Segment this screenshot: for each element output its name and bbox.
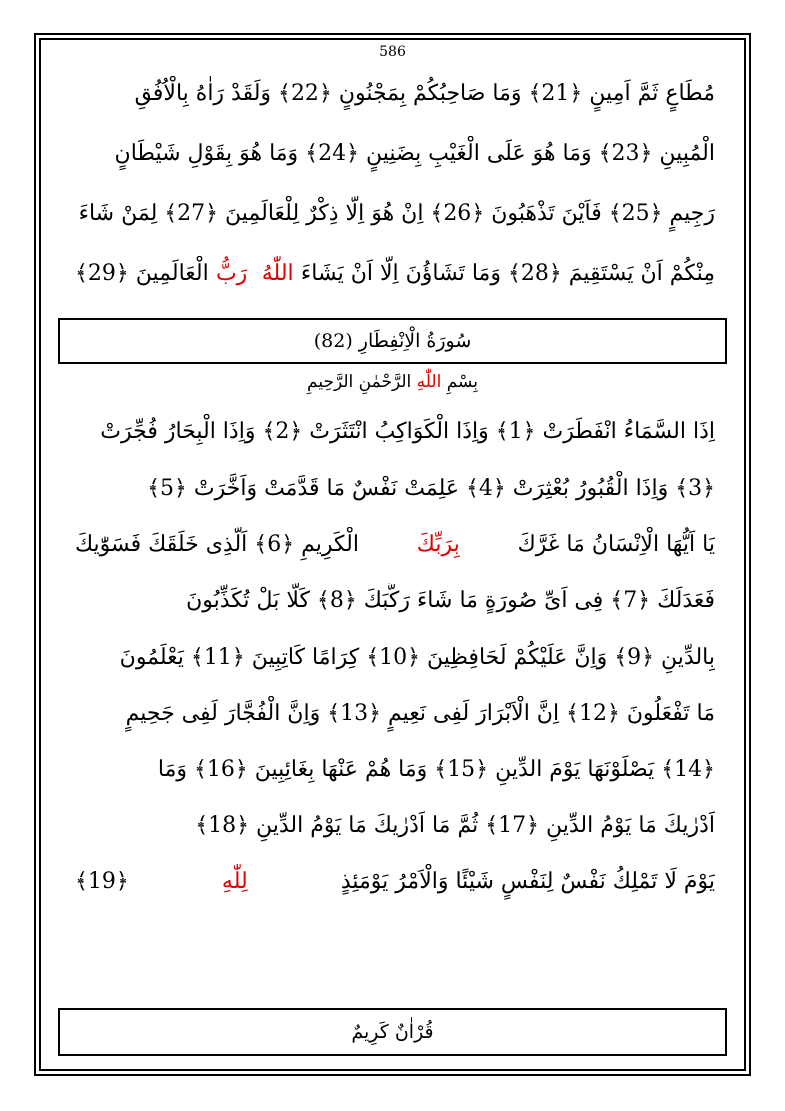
verse-line: ﴿3﴾ وَاِذَا الْقُبُورُ بُعْثِرَتْ ﴿4﴾ عَلِمَتْ نَفْسٌ مَا قَدَّمَتْ وَاَخَّرَتْ ﴿5﴾ bbox=[147, 476, 715, 501]
verse-line: رَجِيمٍ ﴿25﴾ فَاَيْنَ تَذْهَبُونَ ﴿26﴾ اِنْ هُوَ اِلَّا ذِكْرٌ لِلْعَالَمِينَ ﴿27﴾ لِمَنْ شَاءَ bbox=[78, 201, 715, 226]
verse-line: يَوْمَ لَا تَمْلِكُ نَفْسٌ لِنَفْسٍ شَيْئًا وَالْاَمْرُ يَوْمَئِذٍ لِلّٰهِ ﴿19﴾ bbox=[75, 869, 715, 894]
verse-line: مَا تَفْعَلُونَ ﴿12﴾ اِنَّ الْاَبْرَارَ لَفِى نَعِيمٍ ﴿13﴾ وَاِنَّ الْفُجَّارَ لَفِى جَحِيمٍ bbox=[125, 701, 715, 726]
verse-line: مُطَاعٍ ثَمَّ اَمِينٍ ﴿21﴾ وَمَا صَاحِبُكُمْ بِمَجْنُونٍ ﴿22﴾ وَلَقَدْ رَاٰهُ بِالْاُفُقِ bbox=[134, 81, 715, 106]
footer-label: قُرْاٰنٌ كَرِيمٌ bbox=[351, 1021, 434, 1043]
basmala: بِسْمِ اللّٰهِ الرَّحْمٰنِ الرَّحِيمِ bbox=[307, 372, 478, 392]
footer-box bbox=[58, 1008, 727, 1056]
verse-line: ﴿14﴾ يَصْلَوْنَهَا يَوْمَ الدِّينِ ﴿15﴾ وَمَا هُمْ عَنْهَا بِغَائِبِينَ ﴿16﴾ وَمَا bbox=[157, 757, 715, 782]
verse-line: فَعَدَلَكَ ﴿7﴾ فِى اَىِّ صُورَةٍ مَا شَاءَ رَكَّبَكَ ﴿8﴾ كَلَّا بَلْ تُكَذِّبُونَ bbox=[186, 588, 715, 613]
verse-line: اِذَا السَّمَاءُ انْفَطَرَتْ ﴿1﴾ وَاِذَا الْكَوَاكِبُ انْتَثَرَتْ ﴿2﴾ وَاِذَا الْبِحَارُ فُجِّرَتْ bbox=[100, 419, 715, 444]
verse-line: الْمُبِينِ ﴿23﴾ وَمَا هُوَ عَلَى الْغَيْبِ بِضَنِينٍ ﴿24﴾ وَمَا هُوَ بِقَوْلِ شَيْطَانٍ bbox=[114, 141, 715, 166]
surah-title: سُورَةُ الْاِنْفِطَارِ (82) bbox=[313, 330, 472, 352]
verse-line: اَدْرٰيكَ مَا يَوْمُ الدِّينِ ﴿17﴾ ثُمَّ مَا اَدْرٰيكَ مَا يَوْمُ الدِّينِ ﴿18﴾ bbox=[195, 813, 715, 838]
surah-title-box bbox=[58, 318, 727, 364]
page-number: 586 bbox=[379, 44, 406, 60]
verse-line: بِالدِّينِ ﴿9﴾ وَاِنَّ عَلَيْكُمْ لَحَافِظِينَ ﴿10﴾ كِرَامًا كَاتِبِينَ ﴿11﴾ يَعْلَمُونَ bbox=[119, 645, 715, 670]
verse-line: مِنْكُمْ اَنْ يَسْتَقِيمَ ﴿28﴾ وَمَا تَشَاؤُنَ اِلَّا اَنْ يَشَاءَ اللّٰهُ رَبُّ الْعَالَمِينَ ﴿29﴾ bbox=[75, 261, 715, 286]
verse-line: يَا اَيُّهَا الْاِنْسَانُ مَا غَرَّكَ بِرَبِّكَ الْكَرِيمِ ﴿6﴾ اَلَّذِى خَلَقَكَ فَسَوّٰيكَ bbox=[75, 532, 715, 557]
